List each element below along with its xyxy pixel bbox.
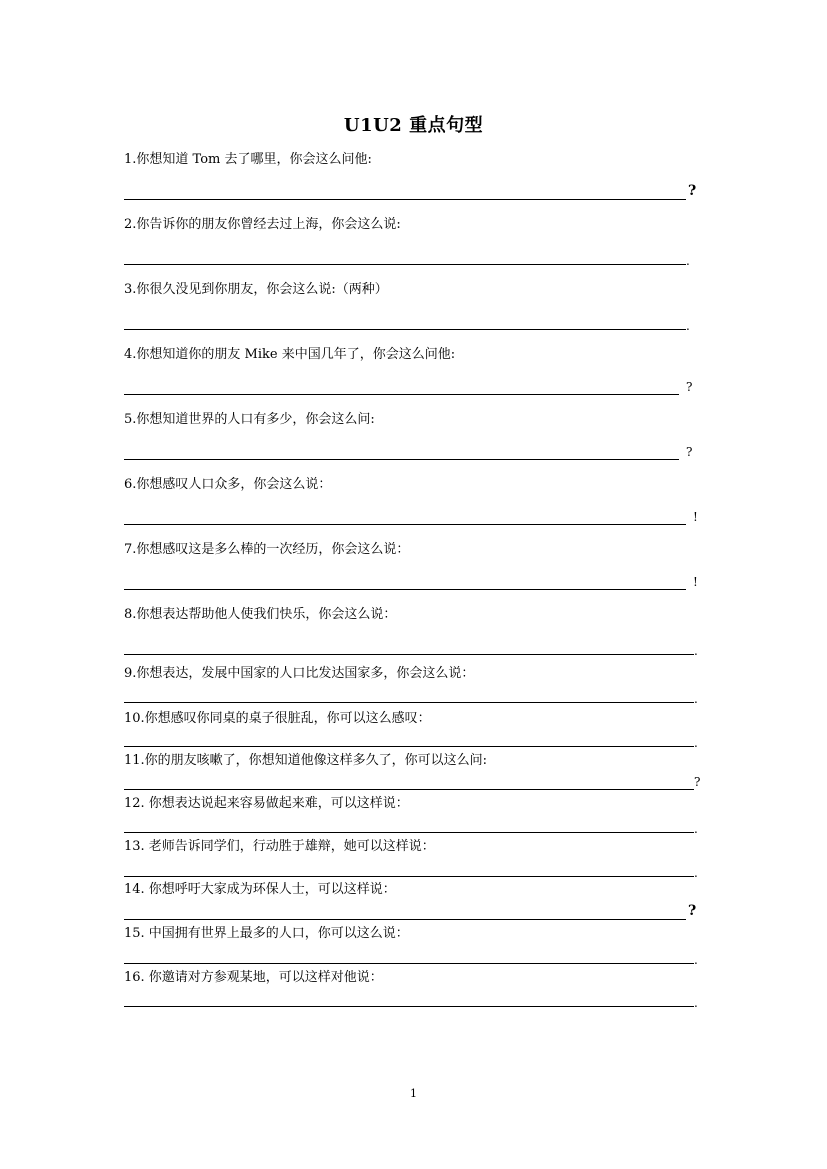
answer-line-7[interactable] xyxy=(124,589,686,590)
answer-line-11[interactable] xyxy=(124,789,694,790)
answer-line-10[interactable] xyxy=(124,746,694,747)
answer-line-15[interactable] xyxy=(124,963,694,964)
page-number: 1 xyxy=(410,1087,417,1100)
end-mark-9: . xyxy=(694,692,698,706)
question-13: 13. 老师告诉同学们，行动胜于雄辩，她可以这样说： xyxy=(124,839,435,854)
end-mark-15: . xyxy=(694,953,698,967)
answer-line-12[interactable] xyxy=(124,832,694,833)
question-2: 2.你告诉你的朋友你曾经去过上海，你会这么说: xyxy=(124,217,401,232)
question-7: 7.你想感叹这是多么棒的一次经历，你会这么说： xyxy=(124,542,410,557)
question-14: 14. 你想呼吁大家成为环保人士，可以这样说： xyxy=(124,882,396,897)
question-11: 11.你的朋友咳嗽了，你想知道他像这样多久了，你可以这么问: xyxy=(124,753,488,768)
end-mark-1: ? xyxy=(688,183,697,199)
end-mark-6: ! xyxy=(693,510,698,524)
answer-line-2[interactable] xyxy=(124,264,686,265)
end-mark-16: . xyxy=(694,996,698,1010)
question-15: 15. 中国拥有世界上最多的人口，你可以这么说： xyxy=(124,926,409,941)
worksheet-title: U1U2 重点句型 xyxy=(343,115,484,136)
end-mark-14: ? xyxy=(688,903,697,919)
answer-line-6[interactable] xyxy=(124,524,686,525)
question-1: 1.你想知道 Tom 去了哪里，你会这么问他: xyxy=(124,152,372,167)
answer-line-3[interactable] xyxy=(124,329,686,330)
answer-line-14[interactable] xyxy=(124,919,686,920)
question-10: 10.你想感叹你同桌的桌子很脏乱，你可以这么感叹： xyxy=(124,711,431,726)
answer-line-16[interactable] xyxy=(124,1006,694,1007)
end-mark-7: ! xyxy=(693,575,698,589)
question-3: 3.你很久没见到你朋友，你会这么说:（两种） xyxy=(124,282,388,297)
end-mark-5: ? xyxy=(686,445,693,459)
end-mark-2: . xyxy=(686,254,690,268)
question-8: 8.你想表达帮助他人使我们快乐，你会这么说： xyxy=(124,607,397,622)
answer-line-8[interactable] xyxy=(124,654,694,655)
answer-line-4[interactable] xyxy=(124,394,679,395)
end-mark-13: . xyxy=(694,866,698,880)
end-mark-8: . xyxy=(694,644,698,658)
question-16: 16. 你邀请对方参观某地，可以这样对他说： xyxy=(124,970,383,985)
end-mark-4: ? xyxy=(686,380,693,394)
answer-line-9[interactable] xyxy=(124,702,694,703)
answer-line-5[interactable] xyxy=(124,459,679,460)
end-mark-11: ? xyxy=(694,775,701,789)
answer-line-13[interactable] xyxy=(124,876,694,877)
question-12: 12. 你想表达说起来容易做起来难，可以这样说： xyxy=(124,796,409,811)
end-mark-12: . xyxy=(694,822,698,836)
end-mark-3: . xyxy=(686,319,690,333)
question-6: 6.你想感叹人口众多，你会这么说： xyxy=(124,477,332,492)
question-5: 5.你想知道世界的人口有多少，你会这么问: xyxy=(124,412,375,427)
question-4: 4.你想知道你的朋友 Mike 来中国几年了，你会这么问他: xyxy=(124,347,456,362)
question-9: 9.你想表达，发展中国家的人口比发达国家多，你会这么说： xyxy=(124,666,475,681)
answer-line-1[interactable] xyxy=(124,199,686,200)
end-mark-10: . xyxy=(694,736,698,750)
